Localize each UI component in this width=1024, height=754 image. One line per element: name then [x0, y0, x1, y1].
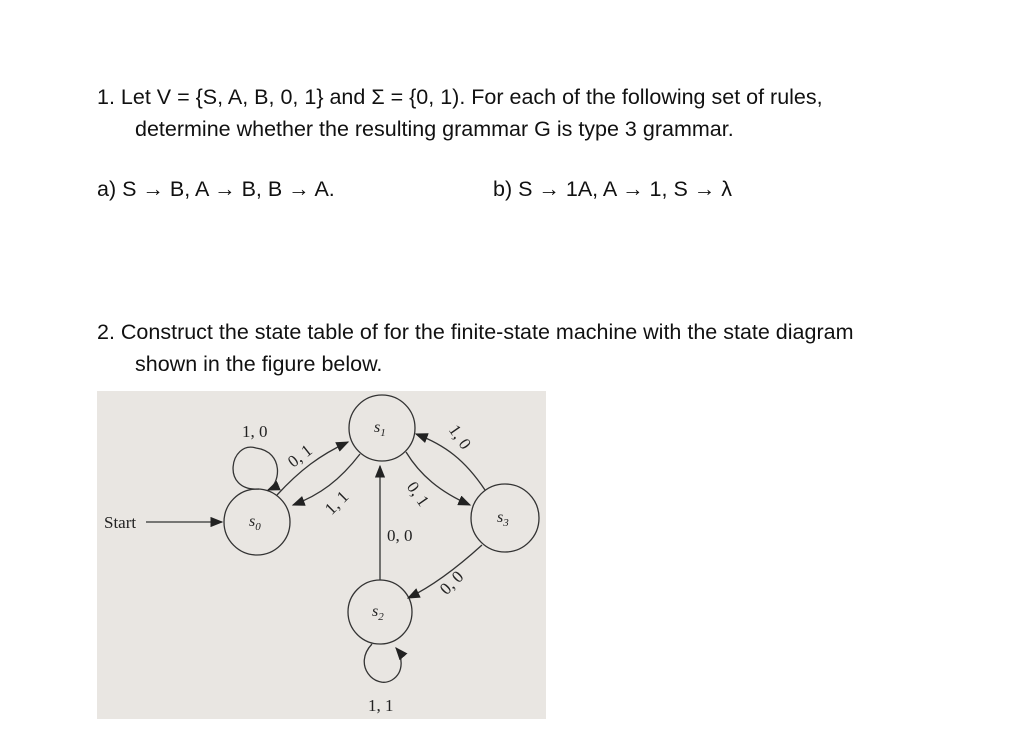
- s2-to-s1-label: 0, 0: [387, 526, 413, 545]
- question-1-line-2: determine whether the resulting grammar G is type 3 grammar.: [135, 117, 734, 141]
- s3-to-s1-label: 1, 0: [444, 421, 476, 453]
- s1-to-s0-label: 1, 1: [320, 486, 353, 519]
- s2-loop-arrow: [364, 644, 401, 682]
- question-1-part-b: b) S → 1A, A → 1, S → λ: [493, 177, 732, 201]
- s2-loop-label: 1, 1: [368, 696, 394, 715]
- start-label: Start: [104, 513, 137, 532]
- state-diagram: [97, 391, 546, 719]
- question-1-line-1: 1. Let V = {S, A, B, 0, 1} and Σ = {0, 1). For each of the following set of rules,: [97, 85, 823, 109]
- state-s0-label: $s_0$: [249, 513, 261, 533]
- state-diagram-photo: [97, 391, 546, 719]
- s3-to-s1-arrow: [416, 434, 485, 490]
- state-s1-label: $s_1$: [374, 419, 386, 439]
- s0-loop-arrow: [233, 447, 277, 490]
- state-s3-label: $s_3$: [497, 509, 509, 529]
- question-1-part-a: a) S → B, A → B, B → A.: [97, 177, 335, 201]
- s1-to-s3-label: 0, 1: [402, 478, 434, 510]
- question-2-line-2: shown in the figure below.: [135, 352, 383, 376]
- s0-to-s1-arrow: [277, 442, 348, 495]
- state-s2-label: $s_2$: [372, 603, 384, 623]
- s0-to-s1-label: 0, 1: [283, 440, 316, 472]
- s0-loop-label: 1, 0: [242, 422, 268, 441]
- s3-to-s2-label: 0, 0: [435, 566, 468, 599]
- question-2-line-1: 2. Construct the state table of for the finite-state machine with the state diagram: [97, 320, 854, 344]
